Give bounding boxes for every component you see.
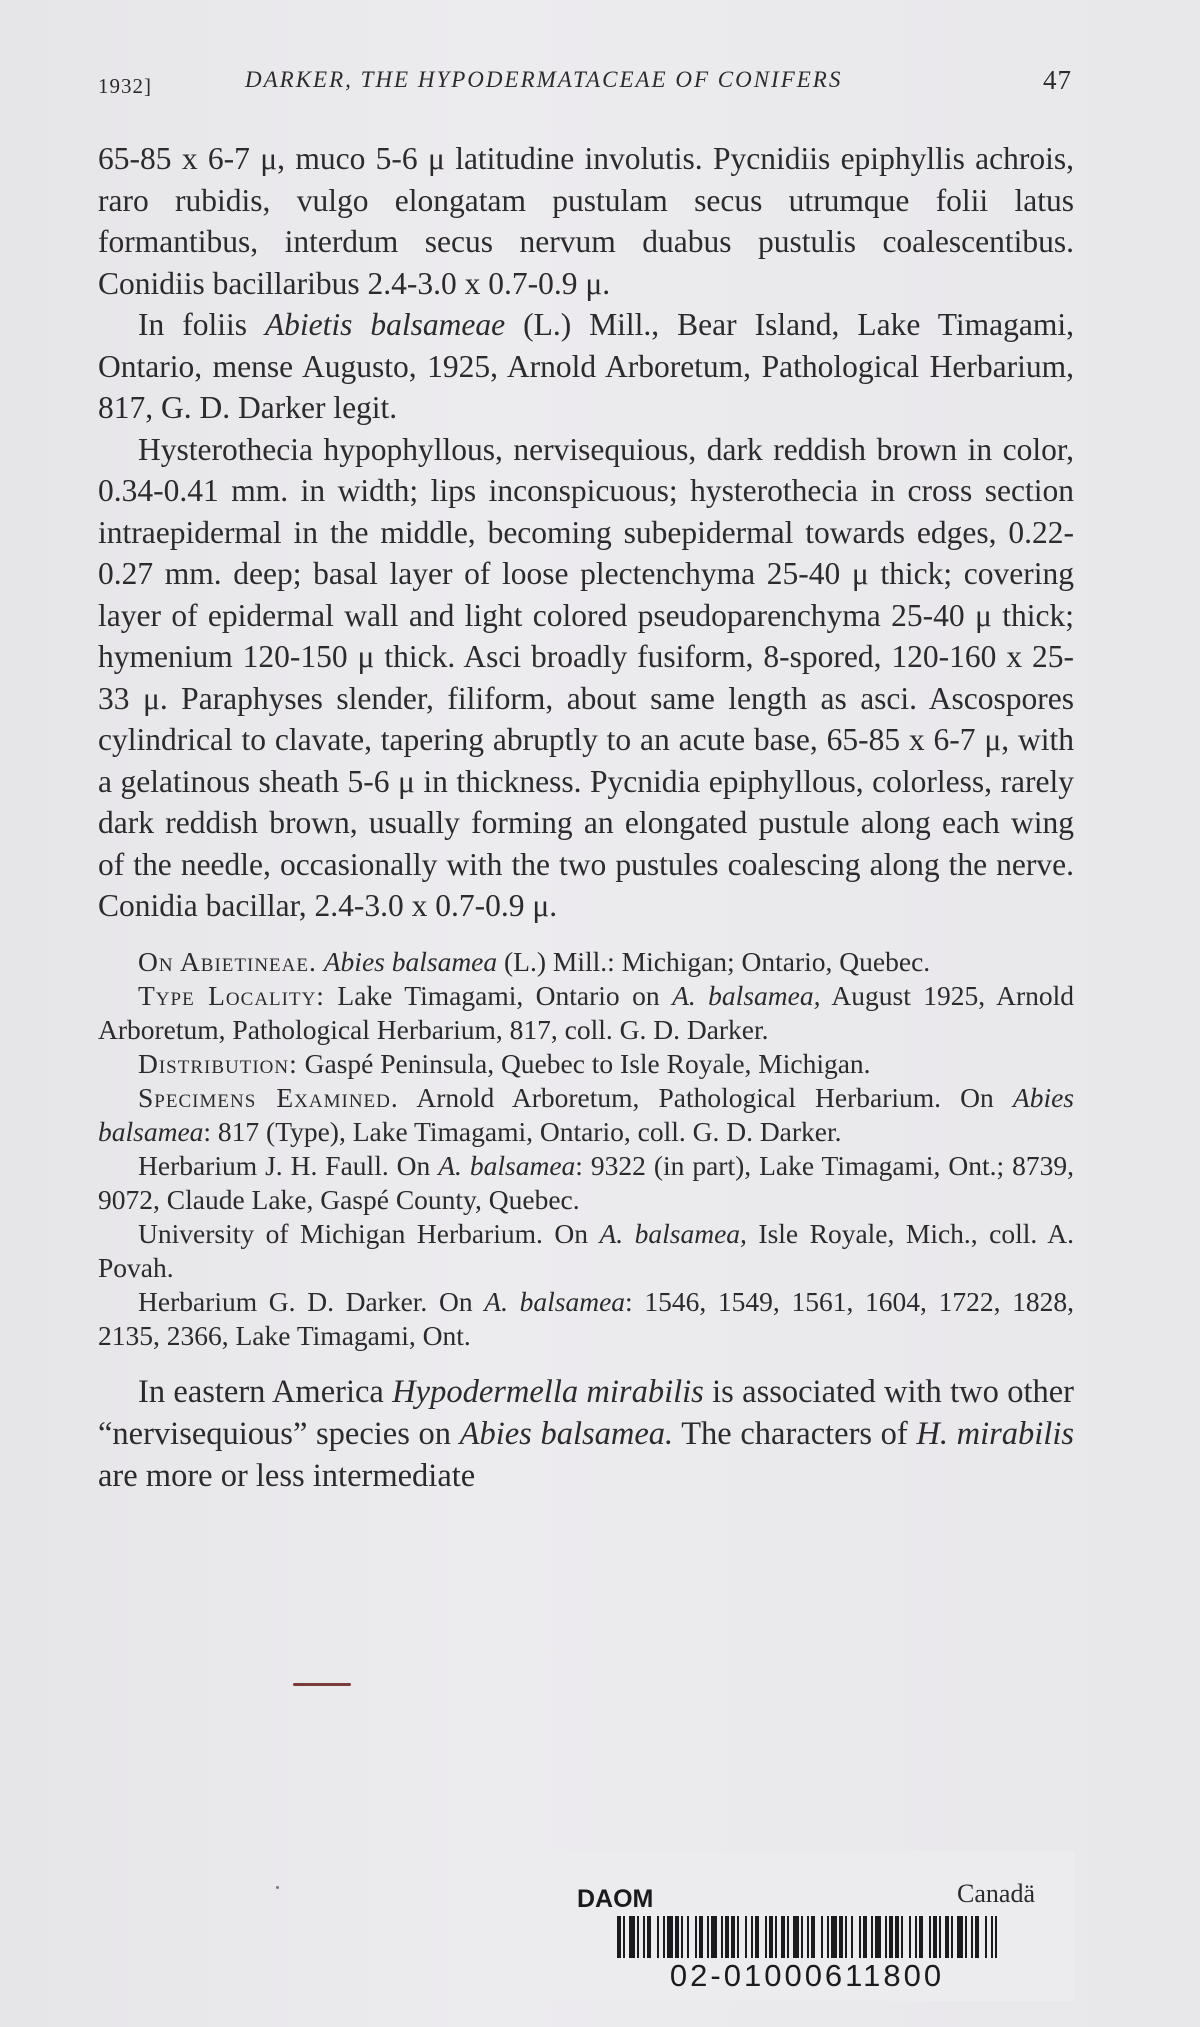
- barcode-bar: [895, 1916, 899, 1958]
- barcode-bar: [821, 1916, 823, 1958]
- barcode-bar: [933, 1916, 937, 1958]
- michigan-herbarium-note: University of Michigan Herbarium. On A. balsamea, Isle Royale, Mich., coll. A. Povah.: [98, 1217, 1074, 1283]
- barcode-bar: [623, 1916, 625, 1958]
- barcode-bar: [751, 1916, 753, 1958]
- body-text: [98, 138, 1074, 1497]
- barcode-bar: [699, 1916, 703, 1958]
- barcode-bar: [901, 1916, 903, 1958]
- darker-herbarium-note: Herbarium G. D. Darker. On A. balsamea: 1546, 1549, 1561, 1604, 1722, 1828, 2135, 2366, Lake Timagami, Ont.: [98, 1285, 1074, 1351]
- barcode-bar: [793, 1916, 799, 1958]
- barcode-bar: [915, 1916, 917, 1958]
- pencil-underline-mark: [293, 1683, 351, 1686]
- barcode-bar: [995, 1916, 997, 1958]
- barcode-bar: [781, 1916, 785, 1958]
- barcode-icon: [617, 1916, 997, 1958]
- barcode-bar: [695, 1916, 697, 1958]
- barcode-bar: [745, 1916, 747, 1958]
- barcode-bar: [765, 1916, 767, 1958]
- paper-speck: [276, 1886, 279, 1889]
- barcode-bar: [667, 1916, 673, 1958]
- specimen-notes: [98, 945, 1074, 1353]
- barcode-bar: [985, 1916, 987, 1958]
- barcode-bar: [801, 1916, 803, 1958]
- canada-wordmark: Canadä: [957, 1879, 1035, 1908]
- barcode-bar: [707, 1916, 709, 1958]
- barcode-bar: [657, 1916, 659, 1958]
- type-locality-note: Type Locality: Lake Timagami, Ontario on A. balsamea, August 1925, Arnold Arboretum, Pathological Herbarium, 817, coll. G. D. Darker.: [98, 979, 1074, 1045]
- barcode-bar: [839, 1916, 843, 1958]
- barcode-bar: [885, 1916, 887, 1958]
- barcode-bar: [939, 1916, 941, 1958]
- barcode-bar: [851, 1916, 853, 1958]
- barcode-bar: [629, 1916, 635, 1958]
- barcode-bar: [787, 1916, 789, 1958]
- barcode-bar: [807, 1916, 809, 1958]
- barcode-bar: [775, 1916, 777, 1958]
- barcode-bar: [845, 1916, 847, 1958]
- barcode-bar: [681, 1916, 683, 1958]
- barcode-number: 02-01000611800: [669, 1958, 945, 1993]
- barcode-bar: [945, 1916, 949, 1958]
- host-name: Abietis balsameae: [264, 307, 506, 342]
- faull-herbarium-note: Herbarium J. H. Faull. On A. balsamea: 9322 (in part), Lake Timagami, Ont.; 8739, 9072, Claude Lake, Gaspé County, Quebec.: [98, 1149, 1074, 1215]
- barcode-bar: [663, 1916, 665, 1958]
- barcode-bar: [831, 1916, 837, 1958]
- barcode-bar: [859, 1916, 861, 1958]
- barcode-bar: [951, 1916, 953, 1958]
- barcode-bar: [725, 1916, 729, 1958]
- barcode-bar: [647, 1916, 651, 1958]
- barcode-bar: [721, 1916, 723, 1958]
- barcode-bar: [863, 1916, 867, 1958]
- barcode-bar: [957, 1916, 963, 1958]
- barcode-bar: [929, 1916, 931, 1958]
- english-description: Hysterothecia hypophyllous, nervisequious, dark reddish brown in color, 0.34-0.41 mm. in width; lips inconspicuous; hysterothecia in cross section intraepidermal in the middle, becoming subepidermal towards edges, 0.22-0.27 mm. deep; basal layer of loose plectenchyma 25-40 μ thick; covering layer of epidermal wall and light colored pseudoparenchyma 25-40 μ thick; hymenium 120-150 μ thick. Asci broadly fusiform, 8-spored, 120-160 x 25-33 μ. Paraphyses slender, filiform, about same length as asci. Ascospores cylindrical to clavate, tapering abruptly to an acute base, 65-85 x 6-7 μ, with a gelatinous sheath 5-6 μ in thickness. Pycnidia epiphyllous, colorless, rarely dark reddish brown, usually forming an elongated pustule along each wing of the needle, occasionally with the two pustules coalescing along the nerve. Conidia bacillar, 2.4-3.0 x 0.7-0.9 μ.: [98, 431, 1074, 923]
- barcode-bar: [971, 1916, 973, 1958]
- discussion: [98, 1371, 1074, 1497]
- barcode-bar: [889, 1916, 893, 1958]
- herbarium-code: DAOM: [577, 1885, 654, 1913]
- running-title: DARKER, THE HYPODERMATACEAE OF CONIFERS: [245, 67, 843, 92]
- barcode-bar: [965, 1916, 967, 1958]
- barcode-bar: [975, 1916, 979, 1958]
- barcode-bar: [643, 1916, 645, 1958]
- barcode-bar: [827, 1916, 829, 1958]
- latin-type-citation: In foliis Abietis balsameae (L.) Mill., Bear Island, Lake Timagami, Ontario, mense Augusto, 1925, Arnold Arboretum, Pathological Herbarium, 817, G. D. Darker legit.: [98, 307, 1074, 425]
- barcode-bar: [617, 1916, 621, 1958]
- barcode-bar: [755, 1916, 759, 1958]
- barcode-bar: [711, 1916, 717, 1958]
- discussion-paragraph: In eastern America Hypodermella mirabilis is associated with two other “nervisequious” species on Abies balsamea. The characters of H. mirabilis are more or less intermediate: [98, 1373, 1074, 1494]
- latin-description: 65-85 x 6-7 μ, muco 5-6 μ latitudine involutis. Pycnidiis epiphyllis achrois, raro rubidis, vulgo elongatam pustulam secus utrumque folii latus formantibus, interdum secus nervum duabus pustulis coalescentibus. Conidiis bacillaribus 2.4-3.0 x 0.7-0.9 μ.: [98, 141, 1074, 301]
- distribution-note: Distribution: Gaspé Peninsula, Quebec to Isle Royale, Michigan.: [138, 1047, 871, 1079]
- barcode-bar: [731, 1916, 735, 1958]
- barcode-bar: [909, 1916, 911, 1958]
- barcode-bar: [811, 1916, 815, 1958]
- barcode-bar: [769, 1916, 773, 1958]
- page-number: 47: [1043, 65, 1072, 95]
- barcode-bar: [875, 1916, 881, 1958]
- barcode-bar: [737, 1916, 739, 1958]
- barcode-bar: [871, 1916, 873, 1958]
- barcode-bar: [991, 1916, 993, 1958]
- barcode-bar: [637, 1916, 639, 1958]
- specimens-examined-note: Specimens Examined. Arnold Arboretum, Pathological Herbarium. On Abies balsamea: 817 (Type), Lake Timagami, Ontario, coll. G. D. Darker.: [98, 1081, 1074, 1147]
- running-head: [98, 62, 1072, 102]
- barcode-bar: [919, 1916, 923, 1958]
- year: 1932]: [98, 74, 152, 98]
- hosts-note: On Abietineae. Abies balsamea (L.) Mill.: Michigan; Ontario, Quebec.: [138, 945, 931, 977]
- barcode-bar: [675, 1916, 679, 1958]
- herbarium-label: [545, 1851, 1075, 2001]
- barcode-bar: [687, 1916, 689, 1958]
